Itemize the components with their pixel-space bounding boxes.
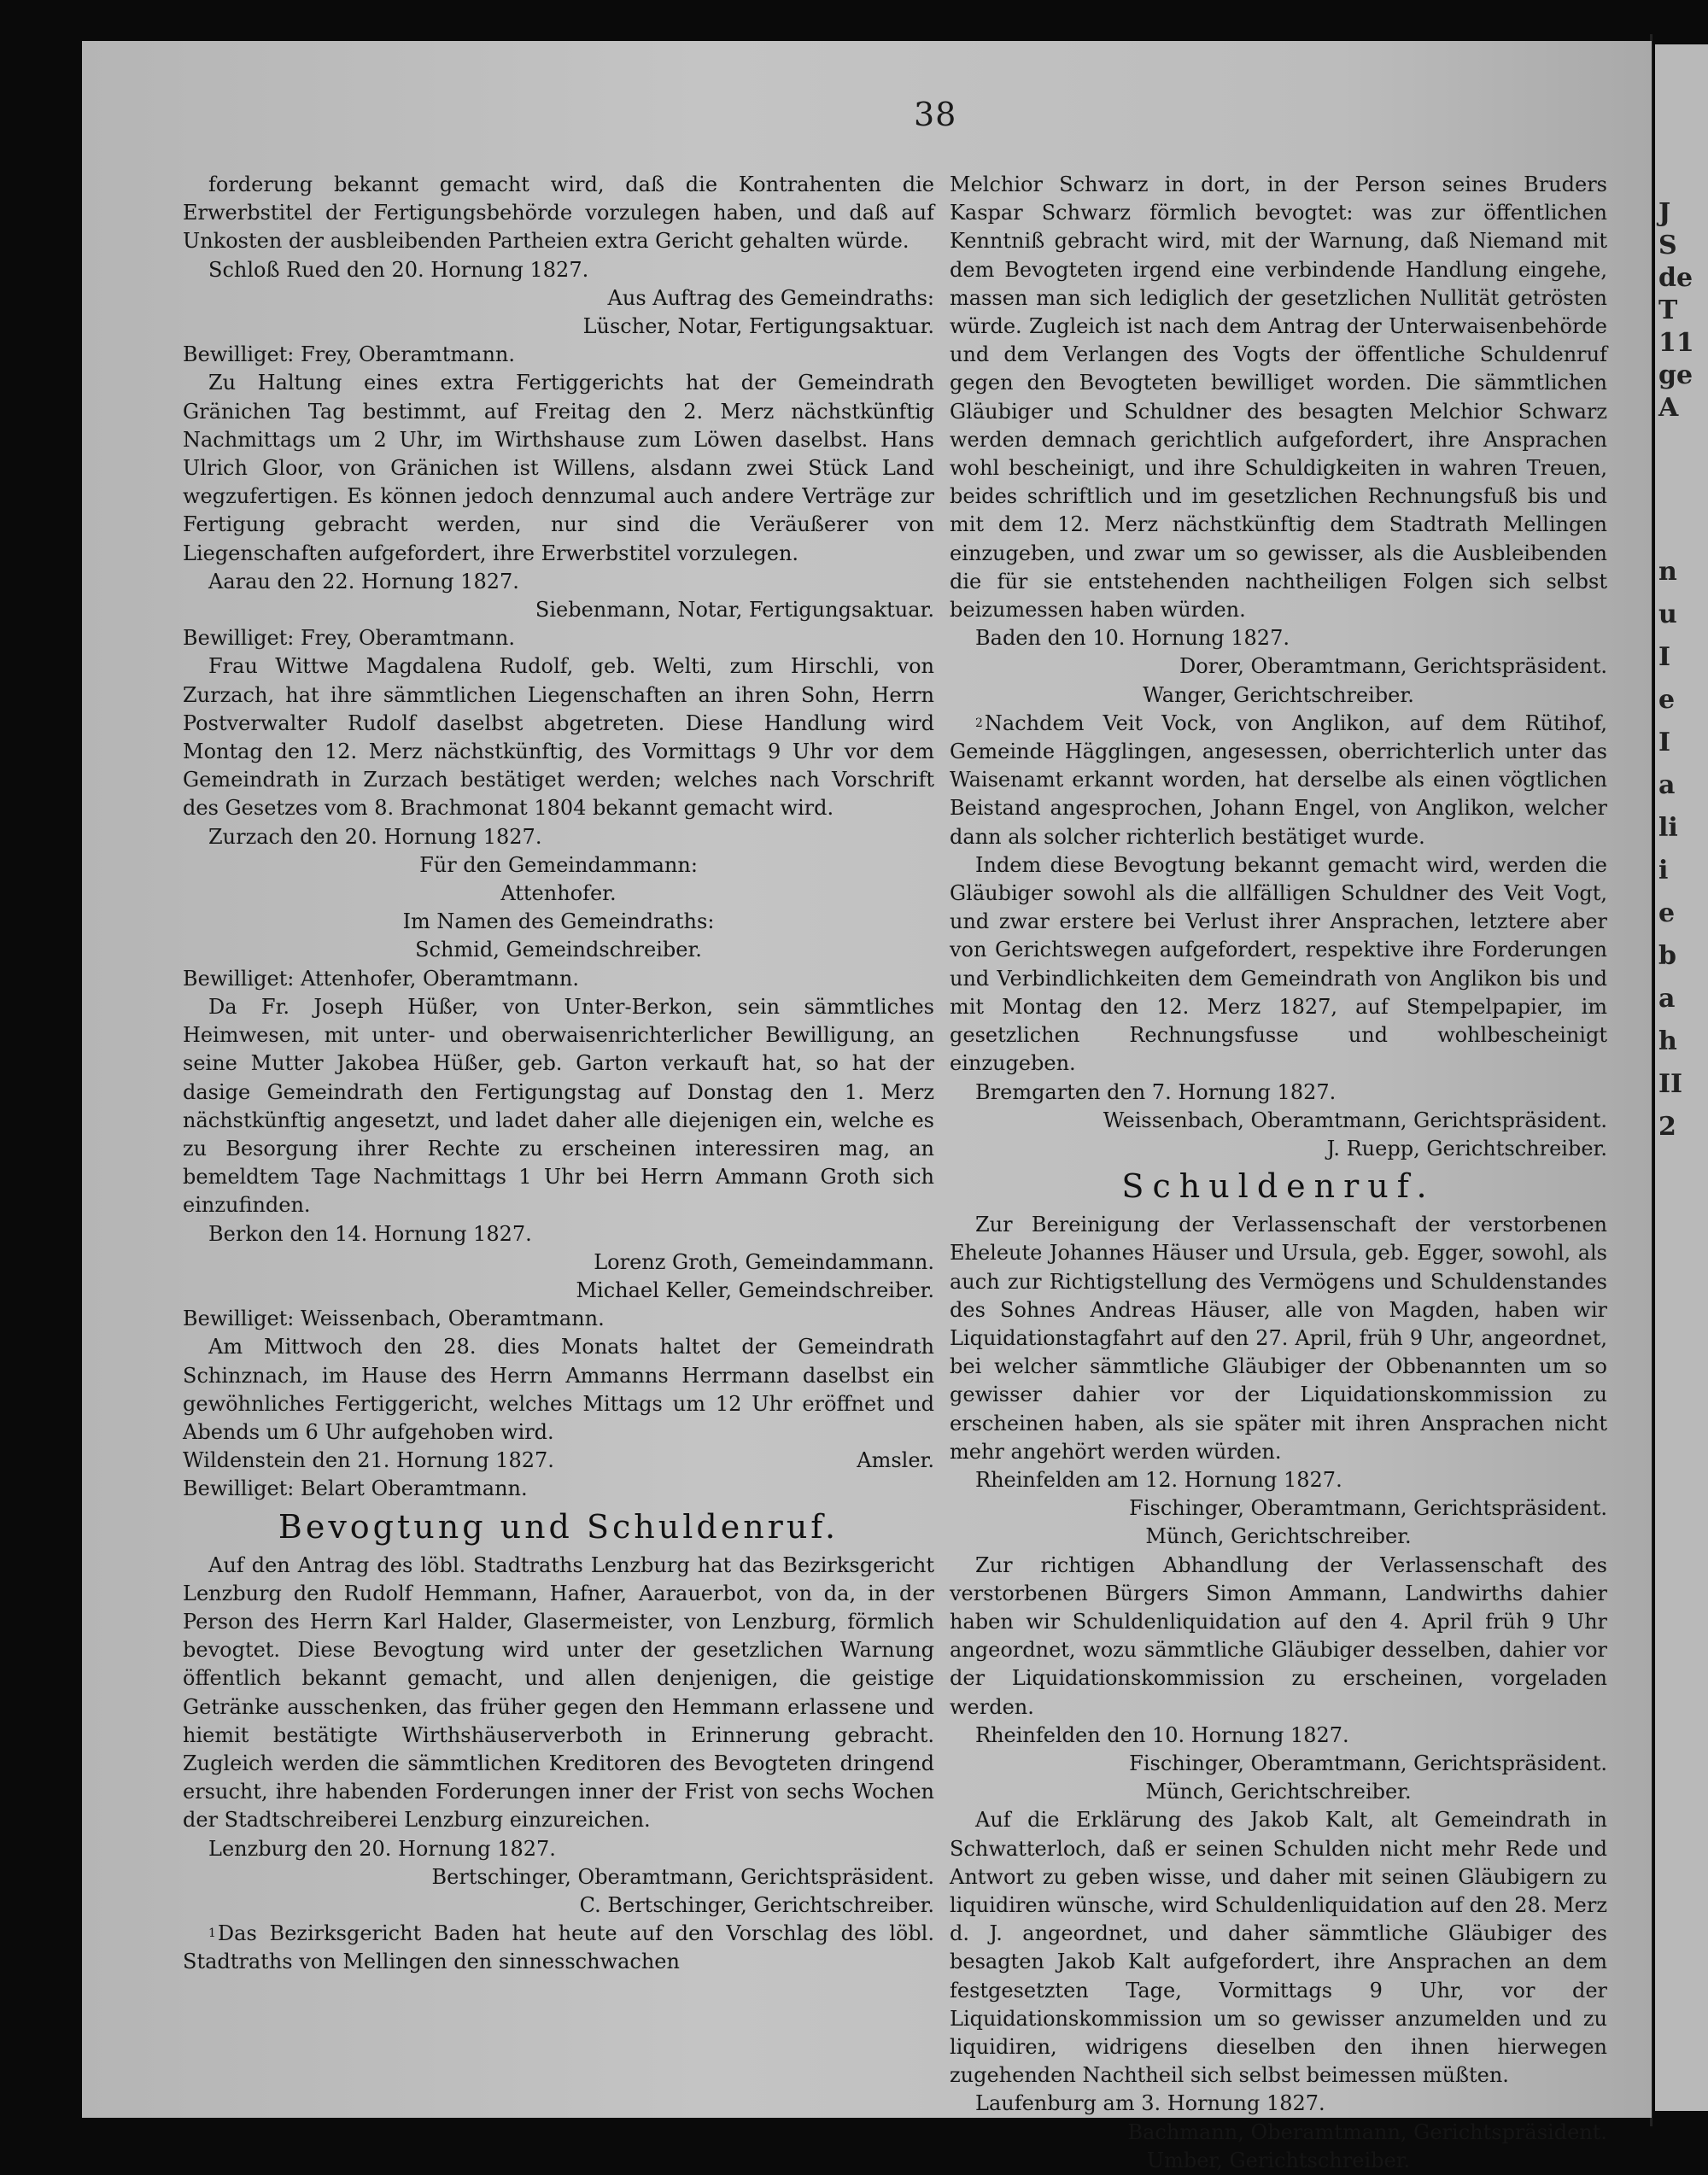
dateline: Bremgarten den 7. Hornung 1827.	[975, 1079, 1337, 1104]
adjacent-fragment: n	[1658, 557, 1677, 587]
dateline: Zurzach den 20. Hornung 1827.	[208, 824, 542, 849]
signature-line: Lorenz Groth, Gemeindammann.	[594, 1249, 934, 1274]
signature-line: Umber, Gerichtschreiber.	[1146, 2148, 1411, 2172]
notice-paragraph: Zur Bereinigung der Verlassenschaft der verstorbenen Eheleute Johannes Häuser und Ursula, geb. Egger, sowohl, als auch zur Richtigstellung des Vermögens und Schuldenstandes des Sohnes Andreas Häuser, alle von Magden, haben wir Liquidationstagfahrt auf den 27. April, früh 9 Uhr, angeordnet, bei welcher sämmtliche Gläubiger der Obbenannten um so gewisser dahier vor der Liquidationskommission zu erscheinen haben, als sie später mit ihren Ansprachen nicht mehr angehört werden würden.	[950, 1213, 1607, 1464]
notice-paragraph: Frau Wittwe Magdalena Rudolf, geb. Welti, zum Hirschli, von Zurzach, hat ihre sämmtlichen Liegenschaften an ihren Sohn, Herrn Postverwalter Rudolf daselbst abgetreten. Diese Handlung wird Montag den 12. Merz nächstkünftig, des Vormittags 9 Uhr vor dem Gemeindrath in Zurzach bestätiget werden; welches nach Vorschrift des Gesetzes vom 8. Brachmonat 1804 bekannt gemacht wird.	[183, 654, 934, 821]
dateline: Wildenstein den 21. Hornung 1827.	[183, 1448, 554, 1473]
signature-line: Weissenbach, Oberamtmann, Gerichtspräsident.	[1103, 1108, 1607, 1132]
adjacent-fragment: u	[1658, 599, 1677, 629]
dateline: Lenzburg den 20. Hornung 1827.	[208, 1836, 556, 1861]
dateline: Rheinfelden den 10. Hornung 1827.	[975, 1722, 1349, 1747]
adjacent-fragment: 11	[1658, 328, 1694, 358]
signature-line: Attenhofer.	[500, 881, 617, 906]
section-heading: Bevogtung und Schuldenruf.	[278, 1507, 839, 1546]
adjacent-fragment: b	[1658, 941, 1676, 971]
adjacent-fragment: A	[1658, 393, 1679, 423]
signature-line: Michael Keller, Gemeindschreiber.	[576, 1278, 934, 1302]
left-column	[183, 171, 934, 1977]
signature-line: Bertschinger, Oberamtmann, Gerichtspräsident.	[431, 1864, 934, 1889]
adjacent-fragment: li	[1658, 813, 1678, 843]
footnote-mark: 1	[208, 1927, 216, 1941]
adjacent-fragment: J	[1658, 198, 1671, 228]
notice-paragraph: Zur richtigen Abhandlung der Verlassenschaft des verstorbenen Bürgers Simon Ammann, Landwirths dahier haben wir Schuldenliquidation auf den 4. April früh 9 Uhr angeordnet, wozu sämmtliche Gläubiger desselben, dahier vor der Liquidationskommission zu erscheinen, vorgeladen werden.	[950, 1552, 1607, 1719]
notice-paragraph: Am Mittwoch den 28. dies Monats haltet der Gemeindrath Schinznach, im Hause des Herrn Ammanns Herrmann daselbst ein gewöhnliches Fertiggericht, welches Mittags um 12 Uhr eröffnet und Abends um 6 Uhr aufgehoben wird.	[183, 1335, 934, 1444]
signature-line: Lüscher, Notar, Fertigungsaktuar.	[582, 314, 934, 339]
adjacent-fragment: I	[1658, 642, 1671, 672]
approval-line: Bewilliget: Frey, Oberamtmann.	[183, 626, 516, 651]
dateline: Schloß Rued den 20. Hornung 1827.	[208, 257, 589, 282]
notice-text: Nachdem Veit Vock, von Anglikon, auf dem Rütihof, Gemeinde Hägglingen, angesessen, oberrichterlich unter das Waisenamt erkannt worden, hat derselbe als einen vögtlichen Beistand angesprochen, Johann Engel, von Anglikon, welcher dann als solcher richterlich bestätiget wurde.	[950, 710, 1607, 849]
signature-line: Bachmann, Oberamtmann, Gerichtspräsident.	[1127, 2119, 1607, 2144]
signature-line: Im Namen des Gemeindraths:	[402, 909, 715, 934]
adjacent-fragment: II	[1658, 1069, 1683, 1099]
notice-paragraph: Auf die Erklärung des Jakob Kalt, alt Gemeindrath in Schwatterloch, daß er seinen Schulden nicht mehr Rede und Antwort zu geben wisse, und daher mit seinen Gläubigern zu liquidiren wünsche, wird Schuldenliquidation auf den 28. Merz d. J. angeordnet, und daher sämmtliche Gläubiger des besagten Jakob Kalt aufgefordert, ihre Ansprachen an dem festgesetzten Tage, Vormittags 9 Uhr, vor der Liquidationskommission um so gewisser anzumelden und zu liquidiren, widrigens dieselben den ihnen hierwegen zugehenden Nachtheil sich selbst beimessen müßten.	[950, 1808, 1607, 2088]
dateline: Aarau den 22. Hornung 1827.	[208, 569, 519, 593]
right-column	[950, 171, 1607, 2175]
notice-paragraph: Zu Haltung eines extra Fertiggerichts hat der Gemeindrath Gränichen Tag bestimmt, auf Freitag den 2. Merz nächstkünftig Nachmittags um 2 Uhr, im Wirthshause zum Löwen daselbst. Hans Ulrich Gloor, von Gränichen ist Willens, alsdann zwei Stück Land wegzufertigen. Es können jedoch dennzumal auch andere Verträge zur Fertigung gebracht werden, nur sind die Veräußerer von Liegenschaften aufgefordert, ihre Erwerbstitel vorzulegen.	[183, 371, 934, 565]
signature-line: Aus Auftrag des Gemeindraths:	[607, 285, 934, 310]
notice-paragraph	[183, 1920, 934, 1976]
signature-line: Siebenmann, Notar, Fertigungsaktuar.	[535, 598, 934, 623]
signature-line: Wanger, Gerichtschreiber.	[1143, 682, 1414, 707]
notice-paragraph: Melchior Schwarz in dort, in der Person seines Bruders Kaspar Schwarz förmlich bevogtet: was zur öffentlichen Kenntniß gebracht wird, mit der Warnung, daß Niemand mit dem Bevogteten irgend eine verbindende Handlung eingehe, massen man sich lediglich der gesetzlichen Nullität getrösten würde. Zugleich ist nach dem Antrag der Unterwaisenbehörde und dem Verlangen des Vogts der öffentliche Schuldenruf gegen den Bevogteten bewilliget worden. Die sämmtlichen Gläubiger und Schuldner des besagten Melchior Schwarz werden demnach gerichtlich aufgefordert, ihre Ansprachen wohl bescheinigt, und ihre Schuldigkeiten in wahren Treuen, beides schriftlich und im gesetzlichen Rechnungsfuß bis und mit dem 12. Merz nächstkünftig dem Stadtrath Mellingen einzugeben, und zwar um so gewisser, als die Ausbleibenden die für sie entstehenden nachtheiligen Folgen sich selbst beizumessen haben würden.	[950, 172, 1607, 623]
adjacent-fragment: I	[1658, 728, 1671, 757]
dateline: Baden den 10. Hornung 1827.	[975, 626, 1290, 651]
signature-line: Münch, Gerichtschreiber.	[1145, 1524, 1412, 1549]
section-heading: Schuldenruf.	[1121, 1167, 1436, 1206]
signature-line: C. Bertschinger, Gerichtschreiber.	[579, 1892, 934, 1917]
dateline: Rheinfelden am 12. Hornung 1827.	[975, 1467, 1342, 1492]
adjacent-fragment: S	[1658, 231, 1677, 260]
approval-line: Bewilliget: Attenhofer, Oberamtmann.	[183, 966, 579, 991]
dateline: Laufenburg am 3. Hornung 1827.	[975, 2091, 1325, 2116]
adjacent-fragment: T	[1658, 295, 1678, 325]
notice-paragraph: Indem diese Bevogtung bekannt gemacht wird, werden die Gläubiger sowohl als die allfälligen Schuldner des Veit Vogt, und zwar erstere bei Verlust ihrer Ansprachen, letztere aber von Gerichtswegen aufgefordert, respektive ihre Forderungen und Verbindlichkeiten dem Gemeindrath von Anglikon bis und mit Montag den 12. Merz 1827, auf Stempelpapier, im gesetzlichen Rechnungsfusse und wohlbescheinigt einzugeben.	[950, 852, 1607, 1076]
adjacent-page-strip	[1655, 44, 1708, 2111]
notice-text: Das Bezirksgericht Baden hat heute auf den Vorschlag des löbl. Stadtraths von Mellingen den sinnesschwachen	[183, 1921, 934, 1974]
adjacent-fragment: e	[1658, 898, 1676, 928]
adjacent-fragment: e	[1658, 685, 1676, 715]
notice-paragraph: Da Fr. Joseph Hüßer, von Unter-Berkon, sein sämmtliches Heimwesen, mit unter- und oberwaisenrichterlicher Bewilligung, an seine Mutter Jakobea Hüßer, geb. Garton verkauft hat, so hat der dasige Gemeindrath den Fertigungstag auf Donstag den 1. Merz nächstkünftig angesetzt, und ladet daher alle diejenigen ein, welche es zu Besorgung ihrer Rechte zu erscheinen interessiren mag, an bemeldtem Tage Nachmittags 1 Uhr bei Herrn Ammann Groth sich einzufinden.	[183, 994, 934, 1218]
adjacent-fragment: a	[1658, 770, 1676, 800]
page-number: 38	[914, 96, 957, 133]
footnote-mark: 2	[975, 716, 983, 730]
approval-line: Bewilliget: Belart Oberamtmann.	[183, 1476, 528, 1501]
notice-paragraph: Auf den Antrag des löbl. Stadtraths Lenzburg hat das Bezirksgericht Lenzburg den Rudolf Hemmann, Hafner, Aarauerbot, von da, in der Person des Herrn Karl Halder, Glasermeister, von Lenzburg, förmlich bevogtet. Diese Bevogtung wird unter der gesetzlichen Warnung öffentlich bekannt gemacht, und allen denjenigen, die geistige Getränke ausschenken, das früher gegen den Hemmann erlassene und hiemit bestätigte Wirthshäuserverboth in Erinnerung gebracht. Zugleich werden die sämmtlichen Kreditoren des Bevogteten dringend ersucht, ihre habenden Forderungen inner der Frist von sechs Wochen der Stadtschreiberei Lenzburg einzureichen.	[183, 1552, 934, 1833]
approval-line: Bewilliget: Weissenbach, Oberamtmann.	[183, 1307, 605, 1331]
signature-line: Fischinger, Oberamtmann, Gerichtspräsident.	[1129, 1496, 1607, 1521]
notice-paragraph: forderung bekannt gemacht wird, daß die Kontrahenten die Erwerbstitel der Fertigungsbehörde vorzulegen haben, und daß auf Unkosten der ausbleibenden Partheien extra Gericht gehalten würde.	[183, 172, 934, 254]
signature: Amsler.	[857, 1448, 934, 1473]
signature-line: Dorer, Oberamtmann, Gerichtspräsident.	[1179, 654, 1607, 679]
signature-line: J. Ruepp, Gerichtschreiber.	[1326, 1136, 1607, 1161]
adjacent-fragment: de	[1658, 263, 1693, 293]
adjacent-fragment: a	[1658, 984, 1676, 1014]
adjacent-fragment: ge	[1658, 360, 1693, 390]
signature-line: Münch, Gerichtschreiber.	[1145, 1780, 1412, 1804]
signature-line: Fischinger, Oberamtmann, Gerichtspräsident.	[1129, 1751, 1607, 1775]
adjacent-fragment: i	[1658, 856, 1669, 886]
notice-paragraph	[950, 710, 1607, 851]
signature-line: Für den Gemeindammann:	[419, 852, 698, 877]
adjacent-fragment: h	[1658, 1026, 1677, 1056]
approval-line: Bewilliget: Frey, Oberamtmann.	[183, 342, 516, 367]
dateline-with-signature	[183, 1447, 934, 1475]
dateline: Berkon den 14. Hornung 1827.	[208, 1221, 532, 1246]
adjacent-fragment: 2	[1658, 1112, 1676, 1142]
signature-line: Schmid, Gemeindschreiber.	[415, 938, 702, 962]
